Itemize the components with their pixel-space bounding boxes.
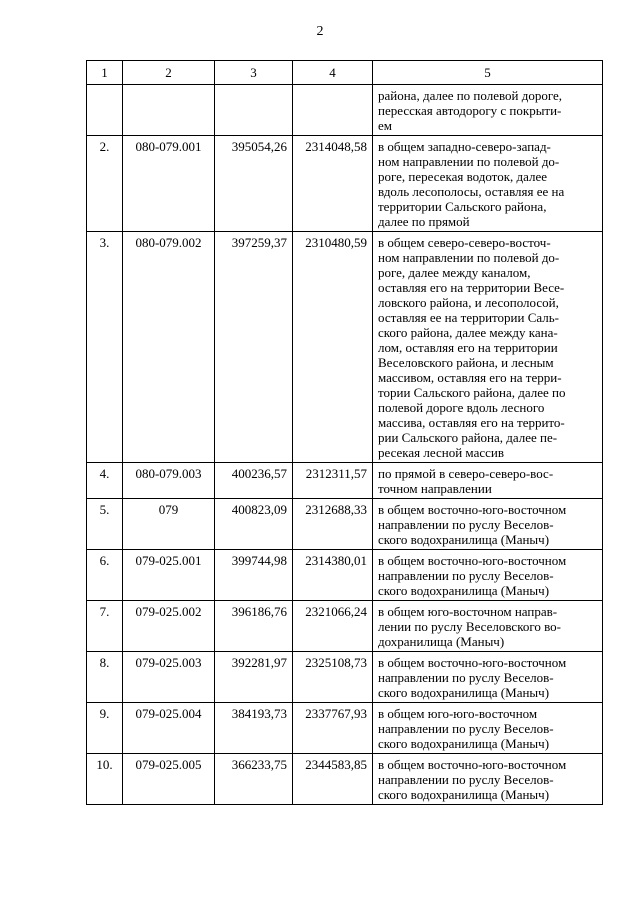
boundary-description-table [86, 60, 603, 805]
coord-y: 2337767,93 [293, 703, 373, 754]
description-line: ского водохранилища (Маныч) [378, 685, 550, 700]
table-header-row [87, 61, 603, 85]
coord-x: 395054,26 [215, 136, 293, 232]
point-id: 079-025.005 [123, 754, 215, 805]
description-line: полевой дороге вдоль лесного [378, 400, 545, 415]
table-row [87, 703, 603, 754]
point-id: 080-079.001 [123, 136, 215, 232]
description-line: в общем западно-северо-запад- [378, 139, 551, 154]
description-line: массивом, оставляя его на терри- [378, 370, 562, 385]
row-number: 2. [87, 136, 123, 232]
description-line: лом, оставляя его на территории [378, 340, 558, 355]
point-id: 080-079.002 [123, 232, 215, 463]
description-line: оставляя его на территории Весе- [378, 280, 565, 295]
coord-y [293, 85, 373, 136]
description-line: тории Сальского района, далее по [378, 385, 566, 400]
description-line: в общем восточно-юго-восточном [378, 553, 567, 568]
description-line: массива, оставляя его на террито- [378, 415, 565, 430]
description-line: роге, далее между каналом, [378, 265, 531, 280]
page-number: 2 [316, 24, 324, 39]
header-cell-5: 5 [373, 61, 603, 85]
header-cell-2: 2 [123, 61, 215, 85]
coord-x: 366233,75 [215, 754, 293, 805]
description-line: направлении по руслу Веселов- [378, 517, 554, 532]
coord-x: 392281,97 [215, 652, 293, 703]
table-row [87, 754, 603, 805]
table-row [87, 601, 603, 652]
description-line: дохранилища (Маныч) [378, 634, 505, 649]
description-line: ского водохранилища (Маныч) [378, 736, 550, 751]
description-line: территории Сальского района, [378, 199, 547, 214]
point-id: 079-025.002 [123, 601, 215, 652]
boundary-description [373, 85, 603, 136]
description-line: ловского района, и лесополосой, [378, 295, 559, 310]
description-line: ем [378, 118, 392, 133]
coord-y: 2314380,01 [293, 550, 373, 601]
boundary-description [373, 652, 603, 703]
boundary-description [373, 499, 603, 550]
table-row [87, 85, 603, 136]
description-line: направлении по руслу Веселов- [378, 721, 554, 736]
description-line: лении по руслу Веселовского во- [378, 619, 561, 634]
header-cell-3: 3 [215, 61, 293, 85]
point-id: 079-025.004 [123, 703, 215, 754]
coord-y: 2321066,24 [293, 601, 373, 652]
description-line: ского водохранилища (Маныч) [378, 583, 550, 598]
coord-y: 2312688,33 [293, 499, 373, 550]
description-line: вдоль лесополосы, оставляя ее на [378, 184, 565, 199]
row-number: 4. [87, 463, 123, 499]
boundary-description [373, 232, 603, 463]
description-line: в общем северо-северо-восточ- [378, 235, 551, 250]
point-id [123, 85, 215, 136]
description-line: в общем восточно-юго-восточном [378, 655, 567, 670]
boundary-description [373, 754, 603, 805]
boundary-description [373, 601, 603, 652]
description-line: направлении по руслу Веселов- [378, 568, 554, 583]
description-line: пересская автодорогу с покрыти- [378, 103, 562, 118]
description-line: далее по прямой [378, 214, 470, 229]
description-line: направлении по руслу Веселов- [378, 670, 554, 685]
coord-y: 2310480,59 [293, 232, 373, 463]
description-line: ского водохранилища (Маныч) [378, 532, 550, 547]
boundary-description [373, 550, 603, 601]
row-number: 5. [87, 499, 123, 550]
description-line: по прямой в северо-северо-вос- [378, 466, 554, 481]
point-id: 079-025.001 [123, 550, 215, 601]
boundary-description [373, 463, 603, 499]
description-line: ном направлении по полевой до- [378, 154, 560, 169]
table-row [87, 463, 603, 499]
row-number: 10. [87, 754, 123, 805]
table-row [87, 136, 603, 232]
coord-y: 2312311,57 [293, 463, 373, 499]
boundary-description [373, 136, 603, 232]
header-cell-4: 4 [293, 61, 373, 85]
coord-x: 400823,09 [215, 499, 293, 550]
boundary-description [373, 703, 603, 754]
coord-x: 397259,37 [215, 232, 293, 463]
coord-x [215, 85, 293, 136]
description-line: ского района, далее между кана- [378, 325, 558, 340]
table-row [87, 550, 603, 601]
description-line: в общем юго-восточном направ- [378, 604, 558, 619]
row-number [87, 85, 123, 136]
coord-y: 2314048,58 [293, 136, 373, 232]
point-id: 079 [123, 499, 215, 550]
row-number: 3. [87, 232, 123, 463]
coord-x: 399744,98 [215, 550, 293, 601]
row-number: 8. [87, 652, 123, 703]
description-line: в общем восточно-юго-восточном [378, 757, 567, 772]
point-id: 079-025.003 [123, 652, 215, 703]
coord-x: 400236,57 [215, 463, 293, 499]
description-line: ресекая лесной массив [378, 445, 504, 460]
coord-y: 2344583,85 [293, 754, 373, 805]
point-id: 080-079.003 [123, 463, 215, 499]
table-row [87, 232, 603, 463]
description-line: направлении по руслу Веселов- [378, 772, 554, 787]
description-line: ского водохранилища (Маныч) [378, 787, 550, 802]
table-row [87, 652, 603, 703]
description-line: Веселовского района, и лесным [378, 355, 554, 370]
row-number: 7. [87, 601, 123, 652]
description-line: ном направлении по полевой до- [378, 250, 560, 265]
coord-x: 384193,73 [215, 703, 293, 754]
row-number: 6. [87, 550, 123, 601]
description-line: района, далее по полевой дороге, [378, 88, 563, 103]
coord-y: 2325108,73 [293, 652, 373, 703]
description-line: в общем юго-юго-восточном [378, 706, 538, 721]
row-number: 9. [87, 703, 123, 754]
description-line: рии Сальского района, далее пе- [378, 430, 558, 445]
coord-x: 396186,76 [215, 601, 293, 652]
header-cell-1: 1 [87, 61, 123, 85]
description-line: точном направлении [378, 481, 492, 496]
description-line: оставляя ее на территории Саль- [378, 310, 560, 325]
description-line: роге, пересекая водоток, далее [378, 169, 548, 184]
description-line: в общем восточно-юго-восточном [378, 502, 567, 517]
table-row [87, 499, 603, 550]
